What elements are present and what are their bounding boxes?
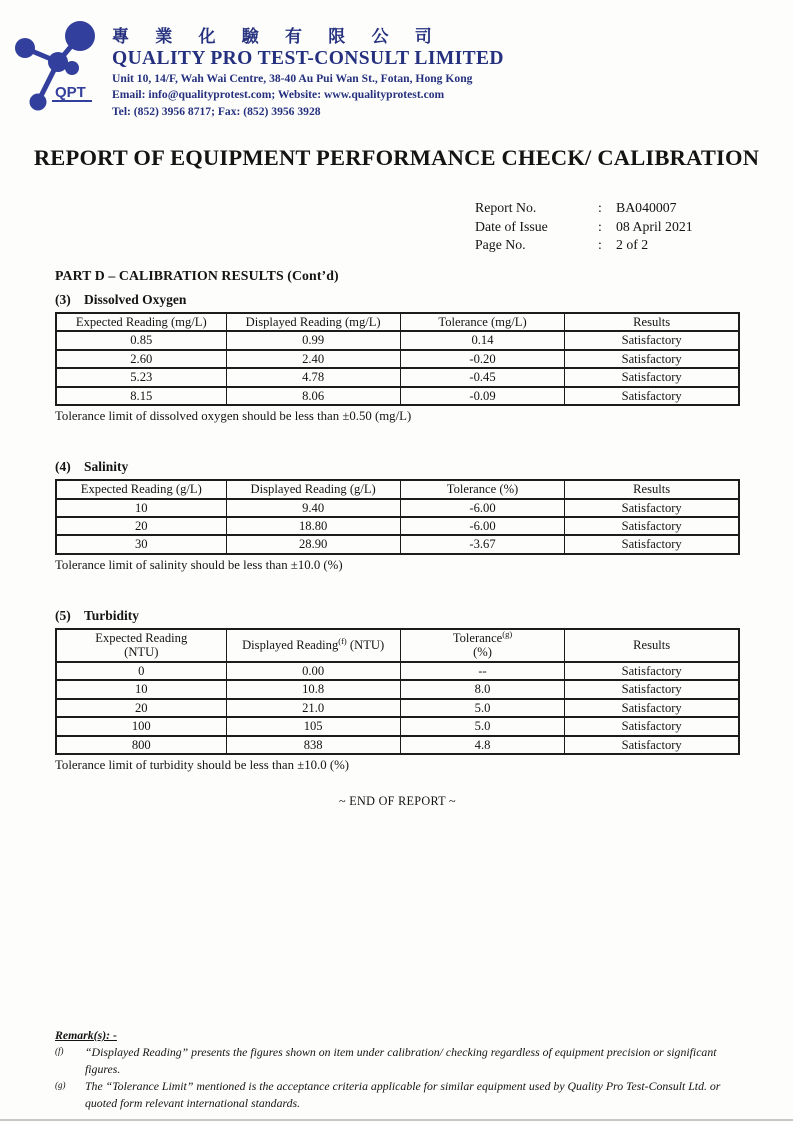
table-cell: -0.20 <box>400 350 565 368</box>
table-cell: 9.40 <box>226 499 400 517</box>
table-cell: Satisfactory <box>565 499 739 517</box>
table-cell: 0.14 <box>400 331 565 349</box>
table-cell: 20 <box>56 517 226 535</box>
table-row <box>56 699 739 717</box>
table-cell: 8.15 <box>56 387 226 405</box>
table-header-cell: Displayed Reading (mg/L) <box>226 313 400 331</box>
table-cell: 2.40 <box>226 350 400 368</box>
section-heading <box>55 292 740 308</box>
section-title: Salinity <box>84 459 129 475</box>
table-cell: Satisfactory <box>565 717 739 735</box>
calibration-section <box>55 608 740 773</box>
table-cell: Satisfactory <box>565 535 739 553</box>
table-header-cell: Tolerance (mg/L) <box>400 313 565 331</box>
tolerance-limit-note: Tolerance limit of dissolved oxygen should be less than ±0.50 (mg/L) <box>55 409 412 424</box>
table-cell: 0.00 <box>226 662 400 680</box>
section-heading <box>55 608 740 624</box>
table-cell: 8.06 <box>226 387 400 405</box>
table-cell: 5.23 <box>56 368 226 386</box>
section-title: Turbidity <box>84 607 140 623</box>
table-cell: 105 <box>226 717 400 735</box>
scan-edge-artifact <box>0 1119 793 1121</box>
table-cell: Satisfactory <box>565 517 739 535</box>
table-row <box>56 717 739 735</box>
table-cell: 20 <box>56 699 226 717</box>
end-of-report-marker: ~ END OF REPORT ~ <box>339 794 456 809</box>
table-cell: 18.80 <box>226 517 400 535</box>
table-cell: Satisfactory <box>565 699 739 717</box>
table-cell: -6.00 <box>400 517 565 535</box>
table-cell: 28.90 <box>226 535 400 553</box>
table-cell: -3.67 <box>400 535 565 553</box>
company-email-website: Email: info@qualityprotest.com; Website: www.qualityprotest.com <box>112 88 445 102</box>
table-row <box>56 350 739 368</box>
report-number-row <box>475 199 793 218</box>
remarks-list <box>55 1044 748 1112</box>
company-tel-fax: Tel: (852) 3956 8717; Fax: (852) 3956 3928 <box>112 104 321 118</box>
table-header-cell: Displayed Reading (g/L) <box>226 480 400 498</box>
table-cell: Satisfactory <box>565 368 739 386</box>
remarks-section <box>55 1028 748 1112</box>
company-info-block <box>112 10 504 119</box>
table-row <box>56 331 739 349</box>
table-row <box>56 517 739 535</box>
part-d-heading: PART D – CALIBRATION RESULTS (Cont’d) <box>55 267 339 283</box>
table-header-cell: Results <box>565 480 739 498</box>
calibration-table <box>55 479 740 555</box>
table-cell: 838 <box>226 736 400 754</box>
table-cell: 21.0 <box>226 699 400 717</box>
company-header <box>0 0 793 119</box>
table-header-row <box>56 313 739 331</box>
remark-item <box>55 1078 748 1112</box>
table-header-cell: Expected Reading (g/L) <box>56 480 226 498</box>
table-cell: 0 <box>56 662 226 680</box>
calibration-table <box>55 312 740 406</box>
report-number-label: Report No. <box>475 200 537 216</box>
table-header-cell: Displayed Reading$^{(f)}$ (NTU) <box>226 629 400 662</box>
section-number: (5) <box>55 607 71 623</box>
table-header-cell: Results <box>565 313 739 331</box>
table-header-cell: Tolerance (%) <box>400 480 565 498</box>
company-name-english: QUALITY PRO TEST-CONSULT LIMITED <box>112 48 504 69</box>
table-cell: 5.0 <box>400 717 565 735</box>
table-row <box>56 662 739 680</box>
colon-separator: : <box>598 218 602 234</box>
table-cell: 5.0 <box>400 699 565 717</box>
section-title: Dissolved Oxygen <box>84 291 187 307</box>
page-number-label: Page No. <box>475 237 526 253</box>
table-row <box>56 535 739 553</box>
table-header-row <box>56 480 739 498</box>
remarks-heading: Remark(s): - <box>55 1028 117 1042</box>
calibration-section <box>55 459 740 573</box>
table-cell: 100 <box>56 717 226 735</box>
colon-separator: : <box>598 237 602 253</box>
table-cell: 30 <box>56 535 226 553</box>
table-cell: 8.0 <box>400 680 565 698</box>
table-cell: 4.78 <box>226 368 400 386</box>
report-body <box>55 268 740 810</box>
table-header-cell: Results <box>565 629 739 662</box>
table-cell: 4.8 <box>400 736 565 754</box>
table-cell: Satisfactory <box>565 387 739 405</box>
table-cell: 0.99 <box>226 331 400 349</box>
remark-marker: (f) <box>55 1046 64 1056</box>
table-cell: -0.45 <box>400 368 565 386</box>
table-cell: Satisfactory <box>565 680 739 698</box>
qpt-molecule-logo-icon <box>8 10 106 114</box>
table-row <box>56 499 739 517</box>
calibration-table <box>55 628 740 755</box>
table-cell: -0.09 <box>400 387 565 405</box>
remark-text: “Displayed Reading” presents the figures shown on item under calibration/ checking regardless of equipment precision or significant figures. <box>85 1045 717 1077</box>
table-header-cell: Expected Reading (NTU) <box>56 629 226 662</box>
table-header-cell: Tolerance$^{(g)}$ (%) <box>400 629 565 662</box>
table-header-row <box>56 629 739 662</box>
table-cell: -6.00 <box>400 499 565 517</box>
section-number: (3) <box>55 291 71 307</box>
table-cell: 10 <box>56 499 226 517</box>
section-number: (4) <box>55 459 71 475</box>
table-cell: Satisfactory <box>565 350 739 368</box>
colon-separator: : <box>598 200 602 216</box>
calibration-sections <box>55 292 740 774</box>
table-cell: -- <box>400 662 565 680</box>
section-heading <box>55 459 740 475</box>
report-number-value: BA040007 <box>616 200 677 216</box>
table-cell: 800 <box>56 736 226 754</box>
table-cell: 2.60 <box>56 350 226 368</box>
company-address: Unit 10, 14/F, Wah Wai Centre, 38-40 Au Pui Wan St., Fotan, Hong Kong <box>112 72 473 85</box>
remark-text: The “Tolerance Limit” mentioned is the acceptance criteria applicable for similar equipment used by Quality Pro Test-Consult Ltd. or quoted form relevant international standards. <box>85 1079 721 1111</box>
report-title: REPORT OF EQUIPMENT PERFORMANCE CHECK/ CALIBRATION <box>33 145 760 171</box>
company-name-chinese: 專 業 化 驗 有 限 公 司 <box>112 27 443 46</box>
remark-item <box>55 1044 748 1078</box>
table-cell: Satisfactory <box>565 331 739 349</box>
table-row <box>56 680 739 698</box>
table-cell: 10 <box>56 680 226 698</box>
logo-text: QPT <box>55 84 86 101</box>
table-cell: Satisfactory <box>565 662 739 680</box>
page-number-value: 2 of 2 <box>616 237 649 253</box>
page-number-row <box>475 236 793 255</box>
table-cell: 0.85 <box>56 331 226 349</box>
date-of-issue-row <box>475 218 793 237</box>
table-cell: 10.8 <box>226 680 400 698</box>
table-row <box>56 387 739 405</box>
tolerance-limit-note: Tolerance limit of turbidity should be less than ±10.0 (%) <box>55 758 349 773</box>
remark-marker: (g) <box>55 1080 66 1091</box>
table-cell: Satisfactory <box>565 736 739 754</box>
table-row <box>56 736 739 754</box>
date-of-issue-label: Date of Issue <box>475 218 548 234</box>
calibration-section <box>55 292 740 424</box>
report-info-block <box>475 199 793 255</box>
table-header-cell: Expected Reading (mg/L) <box>56 313 226 331</box>
date-of-issue-value: 08 April 2021 <box>616 218 693 234</box>
tolerance-limit-note: Tolerance limit of salinity should be less than ±10.0 (%) <box>55 557 343 572</box>
table-row <box>56 368 739 386</box>
